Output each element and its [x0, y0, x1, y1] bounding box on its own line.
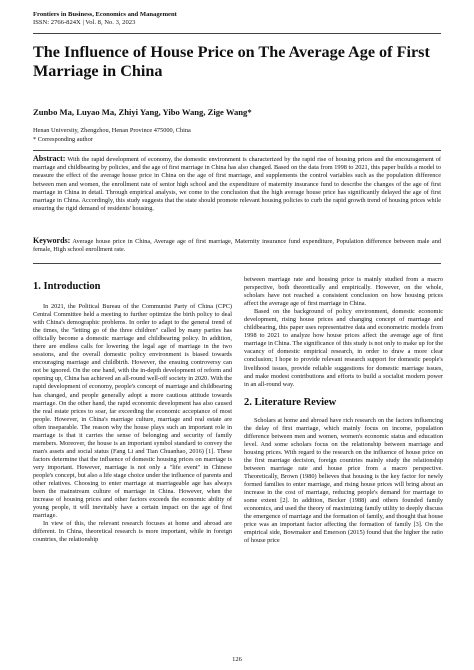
section-heading-introduction: 1. Introduction [33, 281, 101, 292]
abstract [33, 155, 441, 213]
affiliation-block [33, 126, 191, 144]
page-number: 126 [232, 656, 242, 663]
affiliation: Henan University, Zhengzhou, Henan Province 475000, China [33, 127, 191, 134]
abstract-label: Abstract: [33, 154, 66, 163]
keywords [33, 237, 441, 254]
body-paragraph: Based on the background of policy environment, domestic economic development, rising house prices and changing concept of marriage and childbearing, this paper uses representative data and econometric models from 1998 to 2021 to analyze how house prices affect the average age of first marriage in China. The significance of this study is not only to make up for the vacancy of domestic empirical research, in order to draw a more clear conclusion; I hope to provide relevant research support for domestic people's livelihood issues, provide reliable suggestions for domestic marriage issues, and make modest contributions and efforts to build a socialist modern power in an all-round way. [244, 308, 443, 388]
author-list: Zunbo Ma, Luyao Ma, Zhiyi Yang, Yibo Wang, Zige Wang* [33, 107, 252, 117]
right-column [244, 276, 443, 545]
body-paragraph: Scholars at home and abroad have rich research on the factors influencing the delay of first marriage, which mainly focus on income, population difference between men and women, women's economic status and education level. And some scholars focus on the relationship between marriage and housing prices. With regard to the research on the influence of house price on the first marriage decision, foreign countries mainly study the relationship between marriage rate and house price from a macro perspective. Theoretically, Brown (1980) believes that housing is the key factor for newly formed families to enter marriage, and rising house prices will bring about an increase in the cost of marriage, reducing people's demand for marriage to some extent [2]. In addition, Becker (1988) and others founded family economics, and used the theory of maximizing family utility to deeply discuss the emergence of marriage and the formation of family, and thought that house price was an important factor affecting the formation of family [3]. On the empirical side, Bowmaker and Emerson (2015) found that the higher the ratio of house price [244, 416, 443, 545]
body-paragraph: In 2021, the Political Bureau of the Communist Party of China (CPC) Central Committee held a meeting to further optimize the birth policy to deal with China's demographic problems. In order to adapt to the general trend of the times, the "letting go of the three children" called by many parties has officially become a domestic marriage and childbearing policy. In addition, there are endless calls for lowering the legal age of marriage in the two sessions, and the overall domestic policy environment is biased towards encouraging marriage and childbirth. However, the ensuing controversy can not be ignored. On the one hand, with the in-depth development of reform and opening up, China has achieved an all-round well-off society in 2020. With the rapid development of economy, people's concept of marriage and childbearing has changed, and people generally adopt a more cautious attitude towards marriage. On the other hand, the rapid economic development has also caused the real estate prices to soar, far exceeding the economic acceptance of most people. However, in China's marriage culture, marriage and real estate are often inseparable. The reason why the house plays such an important role in marriage is that it carries the sense of belonging and security of family members. Moreover, the house is an important symbol standard to convey the man's assets and social status (Fang Li and Tian Chuanhao, 2016) [1]. These factors determine that the influence of domestic housing prices on marriage is very important. However, marriage is not only a "life event" in Chinese people's concept, but also a life stage choice under the influence of parents and other relatives. Choosing to enter marriage at marriageable age has always been the mainstream culture of marriage in China. However, when the increase of housing prices and other factors exceeds the economic ability of young people, it will inevitably have a certain impact on the age of first marriage. [33, 303, 232, 520]
corresponding-note: * Corresponding author [33, 136, 93, 143]
paper-title: The Influence of House Price on The Average Age of First Marriage in China [33, 43, 430, 80]
body-divider [33, 263, 441, 264]
journal-header [33, 11, 177, 27]
section-heading-literature-review: 2. Literature Review [244, 396, 337, 408]
abstract-text: With the rapid development of economy, the domestic environment is characterized by the rapid rise of housing prices and the encouragement of marriage and childbearing by policies, and the age of first marriage in China has also changed. Based on the data from 1998 to 2021, this paper builds a model to measure the effect of the average house price in China on the age of first marriage, and supplements the control variables such as the population difference between men and women, the enrollment rate of senior high school and the expenditure of maternity insurance fund to describe the changes of the age of first marriage in China in detail. Through empirical analysis, we come to the conclusion that the high average house price has significantly delayed the age of first marriage in China. Accordingly, this study suggests that the state should promote relevant housing policies to curb the rapid growth trend of housing prices while ensuring the rigid demand of residents' housing. [33, 156, 441, 213]
body-paragraph: between marriage rate and housing price is mainly studied from a macro perspective, both theoretically and empirically. However, on the whole, scholars have not reached a consistent conclusion on how housing prices affect the average age of first marriage in China. [244, 276, 443, 308]
left-column [33, 276, 232, 544]
abstract-divider [33, 150, 441, 151]
keywords-text: Average house price in China, Average age of first marriage, Maternity insurance fund expenditure, Population difference between male and female, High school enrollment rate. [33, 238, 441, 254]
journal-name: Frontiers in Business, Economics and Management [33, 11, 177, 18]
body-paragraph: In view of this, the relevant research focuses at home and abroad are different. In China, theoretical research is more important, while in foreign countries, the relationship [33, 520, 232, 544]
header-divider [33, 33, 441, 34]
journal-issn: ISSN: 2766-824X | Vol. 8, No. 3, 2023 [33, 19, 136, 27]
keywords-label: Keywords: [33, 236, 71, 245]
